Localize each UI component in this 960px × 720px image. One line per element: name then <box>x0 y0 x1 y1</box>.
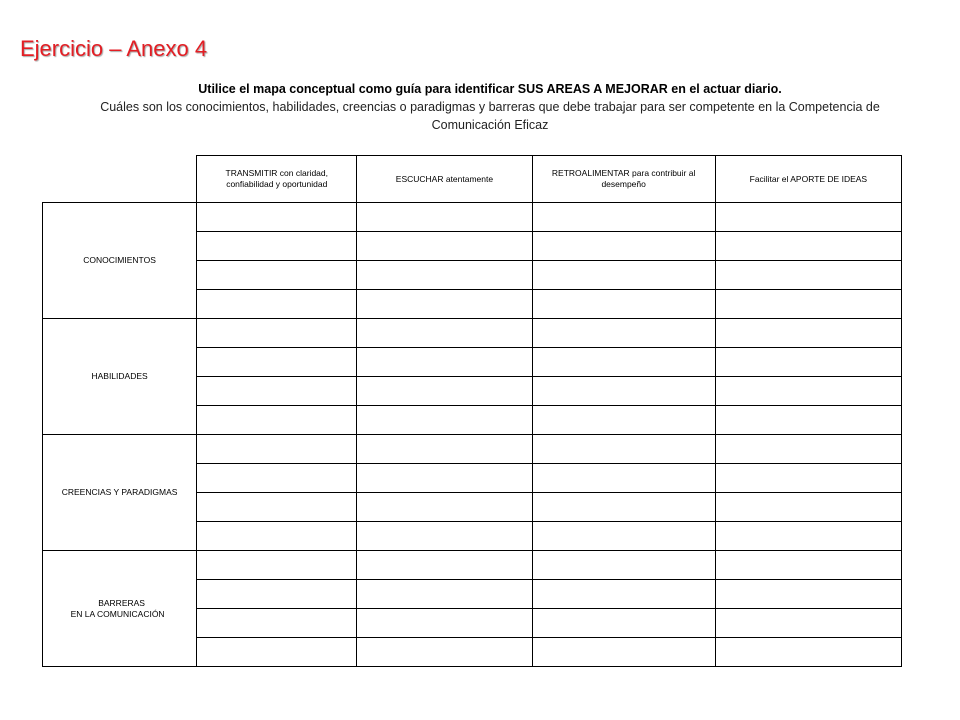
answer-cell[interactable] <box>715 290 901 319</box>
column-header-label: Facilitar el APORTE DE IDEAS <box>749 173 868 184</box>
answer-cell[interactable] <box>357 522 532 551</box>
table-row <box>43 551 902 580</box>
answer-cell[interactable] <box>197 232 357 261</box>
answer-cell[interactable] <box>357 377 532 406</box>
table-row <box>43 435 902 464</box>
answer-cell[interactable] <box>532 290 715 319</box>
answer-cell[interactable] <box>357 464 532 493</box>
instructions <box>60 80 920 134</box>
row-category <box>43 551 197 667</box>
answer-cell[interactable] <box>357 638 532 667</box>
answer-cell[interactable] <box>357 609 532 638</box>
answer-cell[interactable] <box>357 406 532 435</box>
column-header-transmitir <box>197 156 357 203</box>
answer-cell[interactable] <box>357 493 532 522</box>
answer-cell[interactable] <box>532 319 715 348</box>
column-header-label: TRANSMITIR con claridad, confiabilidad y oportunidad <box>225 168 328 189</box>
column-header-escuchar <box>357 156 532 203</box>
answer-cell[interactable] <box>715 435 901 464</box>
row-category <box>43 319 197 435</box>
answer-cell[interactable] <box>357 435 532 464</box>
column-header-label: ESCUCHAR atentamente <box>395 173 494 184</box>
column-header-aporte-ideas <box>715 156 901 203</box>
answer-cell[interactable] <box>715 406 901 435</box>
answer-cell[interactable] <box>357 290 532 319</box>
answer-cell[interactable] <box>197 464 357 493</box>
answer-cell[interactable] <box>357 551 532 580</box>
answer-cell[interactable] <box>197 348 357 377</box>
column-header-retroalimentar <box>532 156 715 203</box>
row-category-label: CONOCIMIENTOS <box>83 255 156 265</box>
answer-cell[interactable] <box>532 638 715 667</box>
answer-cell[interactable] <box>197 290 357 319</box>
answer-cell[interactable] <box>715 609 901 638</box>
row-category <box>43 203 197 319</box>
table-row <box>43 319 902 348</box>
table-row <box>43 203 902 232</box>
answer-cell[interactable] <box>715 319 901 348</box>
table-corner <box>43 156 197 203</box>
answer-cell[interactable] <box>357 319 532 348</box>
answer-cell[interactable] <box>197 377 357 406</box>
improvement-areas-table <box>42 155 902 667</box>
answer-cell[interactable] <box>197 203 357 232</box>
answer-cell[interactable] <box>715 522 901 551</box>
answer-cell[interactable] <box>197 551 357 580</box>
answer-cell[interactable] <box>715 493 901 522</box>
answer-cell[interactable] <box>715 580 901 609</box>
answer-cell[interactable] <box>532 377 715 406</box>
column-header-label: RETROALIMENTAR para contribuir al desempeño <box>551 168 696 189</box>
answer-cell[interactable] <box>197 609 357 638</box>
page-title: Ejercicio – Anexo 4 <box>20 36 208 61</box>
answer-cell[interactable] <box>197 580 357 609</box>
row-category <box>43 435 197 551</box>
answer-cell[interactable] <box>357 348 532 377</box>
answer-cell[interactable] <box>532 493 715 522</box>
answer-cell[interactable] <box>715 232 901 261</box>
answer-cell[interactable] <box>715 261 901 290</box>
answer-cell[interactable] <box>197 319 357 348</box>
answer-cell[interactable] <box>357 580 532 609</box>
answer-cell[interactable] <box>357 232 532 261</box>
answer-cell[interactable] <box>715 348 901 377</box>
answer-cell[interactable] <box>532 580 715 609</box>
answer-cell[interactable] <box>197 406 357 435</box>
answer-cell[interactable] <box>197 522 357 551</box>
answer-cell[interactable] <box>197 638 357 667</box>
answer-cell[interactable] <box>715 464 901 493</box>
answer-cell[interactable] <box>532 203 715 232</box>
answer-cell[interactable] <box>715 638 901 667</box>
answer-cell[interactable] <box>715 377 901 406</box>
answer-cell[interactable] <box>197 435 357 464</box>
answer-cell[interactable] <box>532 609 715 638</box>
answer-cell[interactable] <box>532 435 715 464</box>
answer-cell[interactable] <box>532 348 715 377</box>
answer-cell[interactable] <box>532 551 715 580</box>
answer-cell[interactable] <box>532 464 715 493</box>
row-category-label: CREENCIAS Y PARADIGMAS <box>61 487 178 497</box>
answer-cell[interactable] <box>197 493 357 522</box>
answer-cell[interactable] <box>357 203 532 232</box>
answer-cell[interactable] <box>532 522 715 551</box>
answer-cell[interactable] <box>532 261 715 290</box>
answer-cell[interactable] <box>715 203 901 232</box>
answer-cell[interactable] <box>197 261 357 290</box>
row-category-label: HABILIDADES <box>91 371 148 381</box>
row-category-label: BARRERAS EN LA COMUNICACIÓN <box>70 597 165 619</box>
table-header-row <box>43 156 902 203</box>
table-body <box>43 203 902 667</box>
answer-cell[interactable] <box>357 261 532 290</box>
answer-cell[interactable] <box>532 406 715 435</box>
instructions-lead: Utilice el mapa conceptual como guía para identificar SUS AREAS A MEJORAR en el actuar diario. <box>198 82 782 96</box>
answer-cell[interactable] <box>715 551 901 580</box>
answer-cell[interactable] <box>532 232 715 261</box>
instructions-body: Cuáles son los conocimientos, habilidades, creencias o paradigmas y barreras que debe trabajar para ser competente en la Competencia de Comunicación Eficaz <box>100 100 880 132</box>
